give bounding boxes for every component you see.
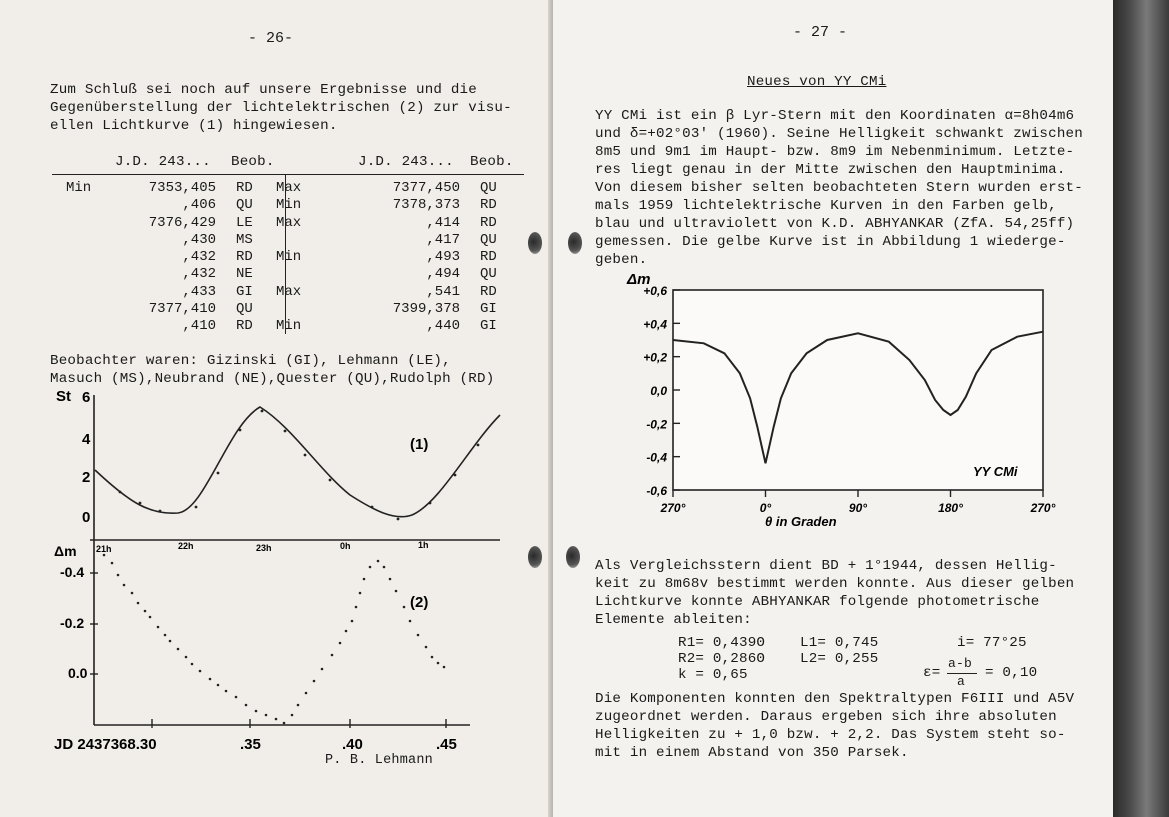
paragraph-line: YY CMi ist ein β Lyr-Stern mit den Koordinaten α=8h04m6 xyxy=(595,108,1075,124)
table-cell: QU xyxy=(480,180,497,196)
table-cell: 7377,450 xyxy=(392,180,460,196)
table-cell: Min xyxy=(276,197,302,214)
page-edge-shadow xyxy=(1113,0,1169,817)
st-tick: 0 xyxy=(82,509,91,526)
table-cell: GI xyxy=(480,301,497,318)
figure-author: P. B. Lehmann xyxy=(325,753,433,768)
table-cell xyxy=(66,266,104,283)
element-epsilon-lhs: ε= xyxy=(923,665,941,681)
y-tick-label: +0,2 xyxy=(643,350,667,365)
paragraph-line: Als Vergleichsstern dient BD + 1°1944, dessen Hellig- xyxy=(595,558,1057,574)
table-cell xyxy=(66,318,104,335)
paragraph-line: 8m5 und 9m1 im Haupt- bzw. 8m9 im Nebenminimum. Letzte- xyxy=(595,144,1075,160)
table-cell: ,406 xyxy=(182,197,216,214)
hour-tick: 22h xyxy=(178,541,194,551)
table-header: J.D. 243... xyxy=(358,154,454,170)
intro-line: Zum Schluß sei noch auf unsere Ergebnisse und die xyxy=(50,82,477,98)
paragraph-line: Elemente ableiten: xyxy=(595,612,752,628)
table-cell xyxy=(66,215,104,232)
yy-cmi-chart xyxy=(593,262,1063,537)
table-row xyxy=(66,266,520,283)
element-l2: L2= 0,255 xyxy=(800,651,879,667)
binding-hole xyxy=(528,232,542,254)
x-tick-label: 0° xyxy=(759,501,772,515)
x-tick-label: 270° xyxy=(1030,501,1056,515)
table-cell: ,433 xyxy=(182,283,216,300)
table-cell: 7353,405 xyxy=(148,180,216,196)
table-cell: Max xyxy=(276,180,302,196)
table-cell: 7376,429 xyxy=(148,214,216,231)
table-row xyxy=(66,301,520,318)
table-cell: ,410 xyxy=(182,318,216,335)
page-number: - 27 - xyxy=(793,24,848,41)
element-epsilon-numerator: a-b xyxy=(948,656,973,671)
hour-tick: 23h xyxy=(256,543,272,553)
chart-title: YY CMi xyxy=(973,464,1018,479)
table-cell: Max xyxy=(276,283,302,300)
table-cell: RD xyxy=(236,180,253,196)
table-cell xyxy=(66,232,104,249)
table-cell: RD xyxy=(480,214,497,231)
table-cell: ,494 xyxy=(426,266,460,283)
jd-tick: .35 xyxy=(240,736,261,753)
table-cell: QU xyxy=(236,301,253,318)
x-axis-label: θ in Graden xyxy=(765,514,837,529)
table-cell xyxy=(66,301,104,318)
table-cell: LE xyxy=(236,214,253,231)
table-cell: ,541 xyxy=(426,283,460,300)
paragraph-line: Helligkeiten zu + 1,0 bzw. + 2,2. Das System steht so- xyxy=(595,727,1066,743)
table-header: Beob. xyxy=(470,154,514,170)
table-cell: GI xyxy=(480,318,497,335)
x-tick-label: 90° xyxy=(848,501,868,515)
st-tick: 2 xyxy=(82,469,91,486)
paragraph-line: mit in einem Abstand von 350 Parsek. xyxy=(595,745,909,761)
table-cell: ,432 xyxy=(182,266,216,283)
left-page xyxy=(0,0,553,817)
curve1-label: (1) xyxy=(410,436,429,453)
table-cell xyxy=(66,197,104,214)
x-tick-label: 180° xyxy=(938,501,963,515)
y-axis-label: Δm xyxy=(627,271,651,288)
y-tick-label: +0,6 xyxy=(643,284,667,298)
table-cell: 7377,410 xyxy=(148,301,216,318)
intro-line: Gegenüberstellung der lichtelektrischen (2) zur visu- xyxy=(50,100,512,116)
table-row xyxy=(66,215,520,232)
hour-tick: 21h xyxy=(96,544,112,554)
table-cell: Min xyxy=(276,249,302,266)
element-r2: R2= 0,286ʘ xyxy=(678,651,766,667)
paragraph-line: Von diesem bisher selten beobachteten Stern wurden erst- xyxy=(595,180,1083,196)
table-header: J.D. 243... xyxy=(115,154,211,170)
jd-tick: .40 xyxy=(342,736,363,753)
lightcurve-figure xyxy=(0,385,540,785)
table-cell: ,432 xyxy=(182,249,216,266)
table-cell xyxy=(276,266,340,283)
table-cell: ,414 xyxy=(426,214,460,231)
page-number: - 26- xyxy=(248,30,294,47)
table-cell: RD xyxy=(480,197,497,214)
element-i: i= 77°25 xyxy=(957,635,1027,651)
y-tick-label: -0,6 xyxy=(646,484,667,498)
hour-tick: 0h xyxy=(340,541,351,551)
table-cell: 7378,373 xyxy=(392,197,460,214)
plot-frame xyxy=(673,290,1043,490)
table-cell: QU xyxy=(480,266,497,283)
element-epsilon-denominator: a xyxy=(957,674,966,689)
observation-table xyxy=(66,180,520,336)
visual-points xyxy=(119,410,480,521)
paragraph-line: zugeordnet werden. Daraus ergeben sich ihre absoluten xyxy=(595,709,1057,725)
hour-tick: 1h xyxy=(418,540,429,550)
paragraph-line: keit zu 8m68v bestimmt werden konnte. Aus dieser gelben xyxy=(595,576,1075,592)
jd-tick: .45 xyxy=(436,736,457,753)
table-row xyxy=(66,232,520,249)
right-page xyxy=(553,0,1113,817)
table-cell xyxy=(276,232,340,249)
paragraph-line: res liegt genau in der Mitte zwischen den Hauptminima. xyxy=(595,162,1066,178)
table-row xyxy=(66,284,520,301)
table-cell: Max xyxy=(276,214,302,231)
y-tick-label: -0,2 xyxy=(646,417,667,432)
element-k: k = 0,65 xyxy=(678,667,748,683)
table-row xyxy=(66,180,520,197)
table-cell: Min xyxy=(66,180,92,196)
jd-axis-label: JD 2437368.30 xyxy=(54,736,157,753)
element-l1: L1= 0,745 xyxy=(800,635,879,651)
st-tick: 6 xyxy=(82,389,91,406)
curve2-label: (2) xyxy=(410,594,429,611)
table-cell: QU xyxy=(236,197,253,214)
dm-axis-label: Δm xyxy=(54,543,77,559)
visual-lightcurve xyxy=(95,407,500,517)
photoelectric-points xyxy=(103,554,446,725)
table-rule xyxy=(52,174,524,175)
binding-hole xyxy=(528,546,542,568)
paragraph-line: geben. xyxy=(595,252,648,268)
paragraph-line: Die Komponenten konnten den Spektraltypen F6III und A5V xyxy=(595,691,1075,707)
st-axis-label: St xyxy=(56,388,71,405)
table-row xyxy=(66,197,520,214)
paragraph-line: Lichtkurve konnte ABHYANKAR folgende photometrische xyxy=(595,594,1040,610)
dm-tick: -0.4 xyxy=(60,564,85,580)
table-cell: RD xyxy=(480,283,497,300)
element-epsilon-rhs: = 0,10 xyxy=(985,665,1038,681)
y-tick-label: -0,4 xyxy=(646,450,667,465)
y-tick-label: +0,4 xyxy=(643,317,667,332)
table-cell xyxy=(66,249,104,266)
paragraph-line: und δ=+02°03' (1960). Seine Helligkeit schwankt zwischen xyxy=(595,126,1083,142)
table-cell: NE xyxy=(236,266,253,283)
table-cell: ,417 xyxy=(426,231,460,248)
table-cell: RD xyxy=(480,249,497,266)
y-tick-label: 0,0 xyxy=(650,384,667,398)
table-cell: GI xyxy=(236,283,253,300)
table-cell: 7399,378 xyxy=(392,301,460,318)
intro-line: ellen Lichtkurve (1) hingewiesen. xyxy=(50,118,338,134)
table-cell xyxy=(66,284,104,301)
table-cell xyxy=(276,301,340,318)
table-header: Beob. xyxy=(231,154,275,170)
article-title: Neues von YY CMi xyxy=(747,74,887,90)
table-cell: ,493 xyxy=(426,249,460,266)
table-cell: QU xyxy=(480,231,497,248)
observers-line: Masuch (MS),Neubrand (NE),Quester (QU),Rudolph (RD) xyxy=(50,371,495,387)
paragraph-line: gemessen. Die gelbe Kurve ist in Abbildung 1 wiederge- xyxy=(595,234,1066,250)
paragraph-line: mals 1959 lichtelektrische Kurven in den Farben gelb, xyxy=(595,198,1057,214)
binding-hole xyxy=(568,232,582,254)
observers-line: Beobachter waren: Gizinski (GI), Lehmann (LE), xyxy=(50,353,451,369)
table-cell: Min xyxy=(276,318,302,335)
x-tick-label: 270° xyxy=(660,501,686,515)
table-cell: MS xyxy=(236,231,253,248)
binding-hole xyxy=(566,546,580,568)
table-cell: ,430 xyxy=(182,231,216,248)
element-r1: R1= 0,439ʘ xyxy=(678,635,766,651)
table-cell: ,440 xyxy=(426,318,460,335)
table-row xyxy=(66,318,520,335)
table-cell: RD xyxy=(236,318,253,335)
dm-tick: 0.0 xyxy=(68,665,88,681)
table-row xyxy=(66,249,520,266)
dm-tick: -0.2 xyxy=(60,615,85,631)
paragraph-line: blau und ultraviolett von K.D. ABHYANKAR (ZfA. 54,25ff) xyxy=(595,216,1075,232)
st-tick: 4 xyxy=(82,431,91,448)
table-cell: RD xyxy=(236,249,253,266)
